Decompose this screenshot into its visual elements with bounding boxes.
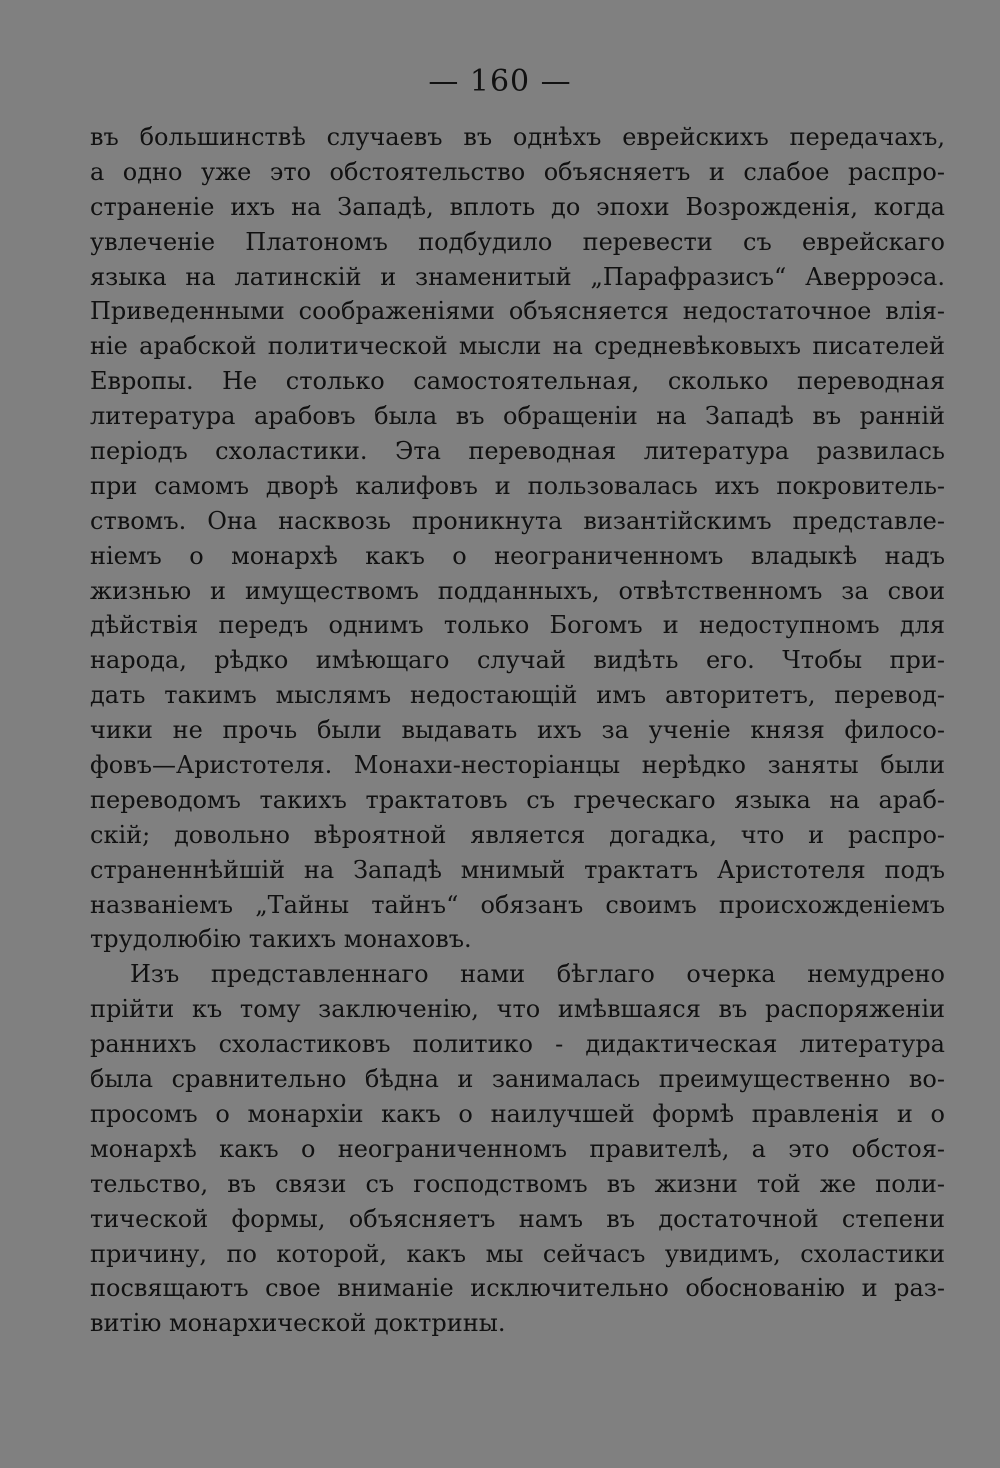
text-body bbox=[90, 120, 945, 1341]
text-line: раннихъ схоластиковъ политико - дидактическая литература bbox=[90, 1030, 945, 1059]
text-line: трудолюбію такихъ монаховъ. bbox=[90, 925, 472, 954]
text-line: ствомъ. Она насквозь проникнута византійскимъ представле- bbox=[90, 506, 945, 535]
text-line: литература арабовъ была въ обращеніи на Западѣ въ ранній bbox=[90, 402, 945, 431]
text-line: монархѣ какъ о неограниченномъ правителѣ, а это обстоя- bbox=[90, 1134, 945, 1163]
text-line: страненіе ихъ на Западѣ, вплоть до эпохи Возрожденія, когда bbox=[90, 192, 945, 221]
page-number: — 160 — bbox=[428, 64, 572, 99]
text-line: просомъ о монархіи какъ о наилучшей формѣ правленія и о bbox=[90, 1099, 945, 1128]
text-line: страненнѣйшій на Западѣ мнимый трактатъ Аристотеля подъ bbox=[90, 855, 945, 884]
paragraph-2 bbox=[90, 957, 945, 1341]
text-line: переводомъ такихъ трактатовъ съ греческаго языка на араб- bbox=[90, 785, 945, 814]
text-line: дѣйствія передъ однимъ только Богомъ и недоступномъ для bbox=[90, 611, 945, 640]
text-line: ніемъ о монархѣ какъ о неограниченномъ владыкѣ надъ bbox=[90, 541, 945, 570]
text-line: Изъ представленнаго нами бѣглаго очерка немудрено bbox=[130, 960, 945, 989]
text-line: скій; довольно вѣроятной является догадка, что и распро- bbox=[90, 820, 945, 849]
text-line: періодъ схоластики. Эта переводная литература развилась bbox=[90, 437, 945, 466]
text-line: Приведенными соображеніями объясняется недостаточное влія- bbox=[90, 297, 945, 326]
text-line: витію монархической доктрины. bbox=[90, 1309, 506, 1338]
text-line: тельство, въ связи съ господствомъ въ жизни той же поли- bbox=[90, 1169, 945, 1198]
text-line: прійти къ тому заключенію, что имѣвшаяся въ распоряженіи bbox=[90, 995, 945, 1024]
text-line: названіемъ „Тайны тайнъ“ обязанъ своимъ происхожденіемъ bbox=[90, 890, 945, 919]
text-line: была сравнительно бѣдна и занималась преимущественно во- bbox=[90, 1065, 945, 1094]
text-line: при самомъ дворѣ калифовъ и пользовалась ихъ покровитель- bbox=[90, 471, 945, 500]
text-line: жизнью и имуществомъ подданныхъ, отвѣтственномъ за свои bbox=[90, 576, 945, 605]
text-line: посвящаютъ свое вниманіе исключительно обоснованію и раз- bbox=[90, 1274, 945, 1303]
text-line: въ большинствѣ случаевъ въ однѣхъ еврейскихъ передачахъ, bbox=[90, 123, 945, 151]
text-line: причину, по которой, какъ мы сейчасъ увидимъ, схоластики bbox=[90, 1239, 945, 1268]
text-line: дать такимъ мыслямъ недостающій имъ авторитетъ, перевод- bbox=[90, 681, 945, 710]
text-line: народа, рѣдко имѣющаго случай видѣть его. Чтобы при- bbox=[90, 646, 945, 675]
text-line: чики не прочь были выдавать ихъ за ученіе князя филосо- bbox=[90, 716, 945, 745]
text-line: языка на латинскій и знаменитый „Парафразисъ“ Аверроэса. bbox=[90, 262, 945, 291]
text-line: ніе арабской политической мысли на средневѣковыхъ писателей bbox=[90, 332, 945, 361]
text-line: фовъ—Аристотеля. Монахи-несторіанцы нерѣдко заняты были bbox=[90, 751, 945, 780]
text-line: увлеченіе Платономъ подбудило перевести съ еврейскаго bbox=[90, 227, 945, 256]
paragraph-1 bbox=[90, 120, 945, 957]
text-line: а одно уже это обстоятельство объясняетъ и слабое распро- bbox=[90, 157, 945, 186]
text-line: Европы. Не столько самостоятельная, сколько переводная bbox=[90, 367, 945, 396]
text-line: тической формы, объясняетъ намъ въ достаточной степени bbox=[90, 1204, 945, 1233]
